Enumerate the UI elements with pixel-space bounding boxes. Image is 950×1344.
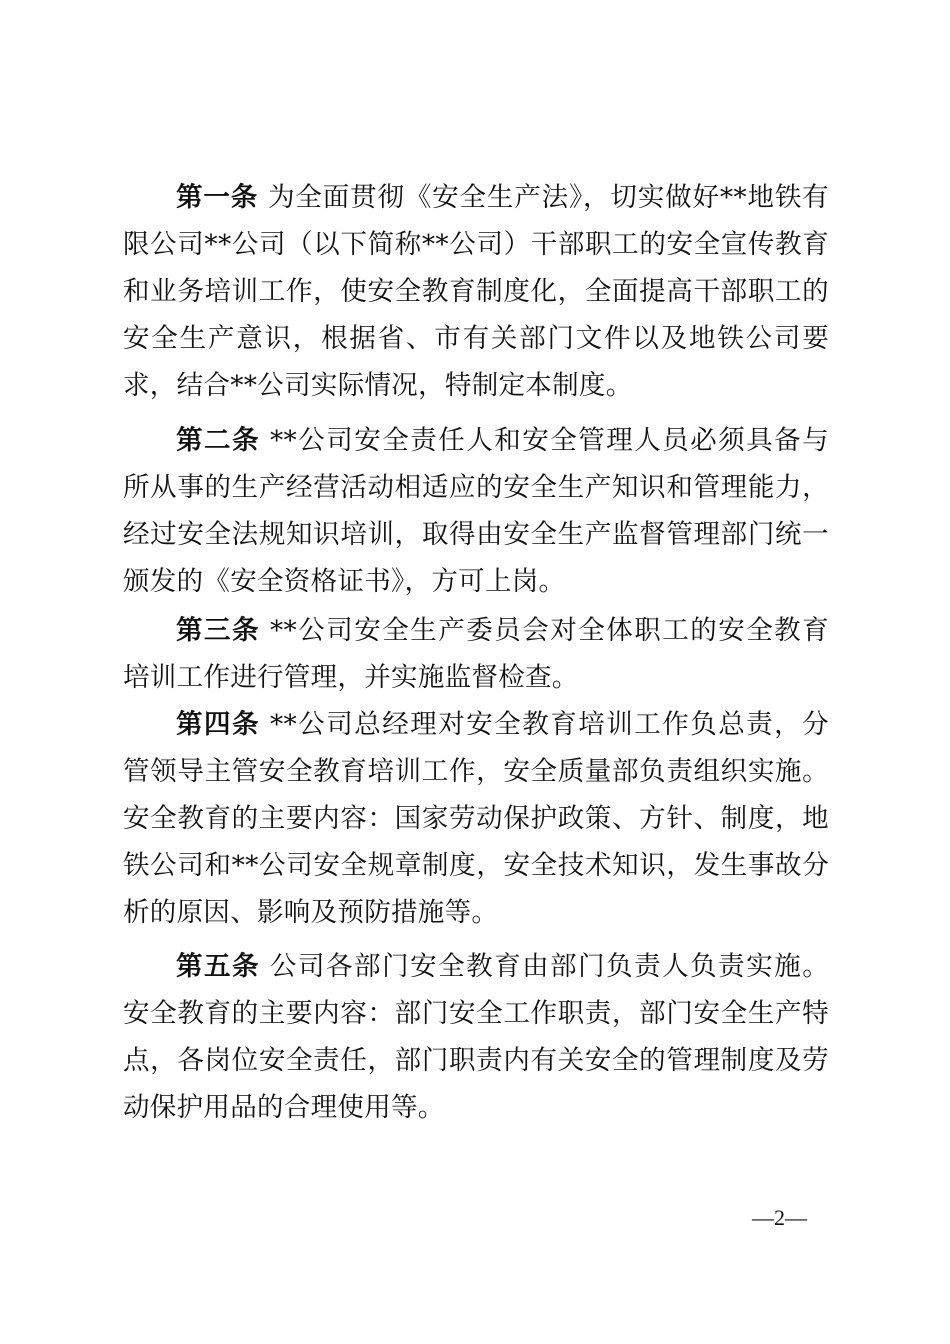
article-1 — [123, 174, 829, 409]
article-heading: 第三条 — [176, 615, 260, 646]
article-body: **公司安全责任人和安全管理人员必须具备与所从事的生产经营活动相适应的安全生产知识和管理能力，经过安全法规知识培训，取得由安全生产监督管理部门统一颁发的《安全资格证书》，方可上岗。 — [123, 425, 829, 597]
article-body: 公司各部门安全教育由部门负责人负责实施。安全教育的主要内容：部门安全工作职责，部门安全生产特点，各岗位安全责任，部门职责内有关安全的管理制度及劳动保护用品的合理使用等。 — [123, 951, 829, 1123]
page-number: —2— — [752, 1205, 807, 1230]
article-heading: 第四条 — [176, 709, 260, 740]
article-body: **公司总经理对安全教育培训工作负总责，分管领导主管安全教育培训工作，安全质量部负责组织实施。安全教育的主要内容：国家劳动保护政策、方针、制度，地铁公司和**公司安全规章制度，安全技术知识，发生事故分析的原因、影响及预防措施等。 — [123, 709, 829, 928]
article-2 — [123, 417, 829, 605]
article-body: **公司安全生产委员会对全体职工的安全教育培训工作进行管理，并实施监督检查。 — [123, 615, 829, 693]
article-3 — [123, 607, 829, 701]
article-body: 为全面贯彻《安全生产法》，切实做好**地铁有限公司**公司（以下简称**公司）干部职工的安全宣传教育和业务培训工作，使安全教育制度化，全面提高干部职工的安全生产意识，根据省、市有关部门文件以及地铁公司要求，结合**公司实际情况，特制定本制度。 — [123, 182, 829, 401]
article-heading: 第一条 — [176, 182, 259, 213]
article-5 — [123, 943, 829, 1131]
article-4 — [123, 701, 829, 936]
article-heading: 第五条 — [176, 951, 261, 982]
article-heading: 第二条 — [176, 425, 260, 456]
